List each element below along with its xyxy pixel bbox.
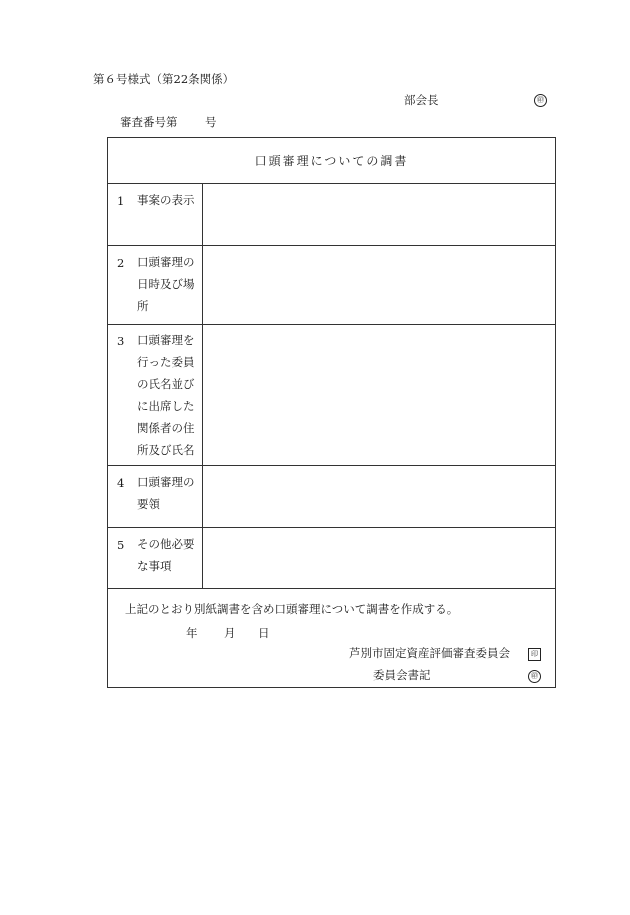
date-day-label: 日	[258, 626, 270, 640]
case-number-label: 審査番号第	[120, 115, 178, 129]
divider	[108, 465, 555, 466]
row-number: 3	[117, 334, 125, 348]
divider	[108, 527, 555, 528]
row-label: 口頭審理を 行った委員 の氏名並び に出席した 関係者の住 所及び氏名	[137, 333, 195, 457]
approver-title: 部会長	[404, 93, 439, 107]
date-month-label: 月	[224, 626, 236, 640]
divider	[108, 588, 555, 589]
row-number: 2	[117, 256, 125, 270]
clerk-title: 委員会書記	[373, 668, 431, 682]
row-label: 事案の表示	[137, 193, 195, 207]
column-divider	[202, 183, 203, 588]
case-number-suffix: 号	[205, 115, 217, 129]
row-number: 1	[117, 194, 125, 208]
seal-mark-approver	[534, 91, 547, 107]
seal-icon: ㊞	[528, 670, 541, 683]
seal-mark-committee	[528, 645, 541, 661]
square-seal-icon: 印	[528, 648, 541, 661]
row-label: 口頭審理の 要領	[137, 475, 195, 511]
row-number: 5	[117, 538, 125, 552]
divider	[108, 324, 555, 325]
form-title: 口頭審理についての調書	[254, 154, 409, 168]
seal-icon: ㊞	[534, 94, 547, 107]
seal-mark-clerk	[528, 667, 541, 683]
row-label: 口頭審理の 日時及び場 所	[137, 255, 195, 313]
row-label: その他必要 な事項	[137, 537, 195, 573]
report-form-table	[107, 137, 556, 688]
form-id: 第６号様式（第22条関係）	[93, 72, 235, 86]
statement-text: 上記のとおり別紙調書を含め口頭審理について調書を作成する。	[125, 602, 459, 616]
divider	[108, 183, 555, 184]
divider	[108, 245, 555, 246]
date-year-label: 年	[186, 626, 198, 640]
committee-name: 芦別市固定資産評価審査委員会	[349, 646, 510, 660]
row-number: 4	[117, 476, 125, 490]
